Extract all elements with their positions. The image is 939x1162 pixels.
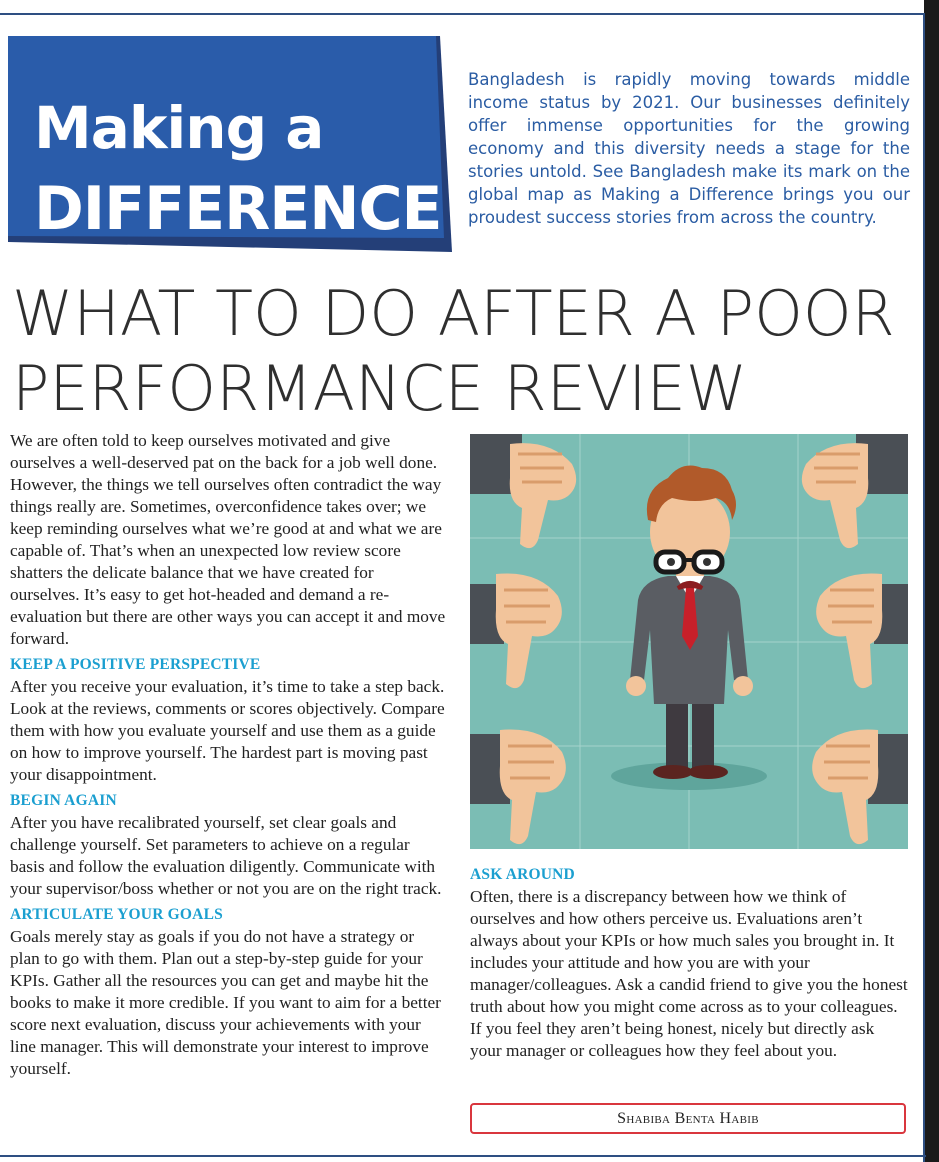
headline-line2: PERFORMANCE REVIEW: [12, 352, 748, 425]
subhead-begin-again: BEGIN AGAIN: [10, 792, 117, 809]
article-headline: [12, 276, 922, 426]
top-rule: [0, 13, 926, 15]
section-banner: [8, 36, 452, 252]
headline-line1: WHAT TO DO AFTER A POOR: [12, 277, 895, 350]
banner-title-line2: DIFFERENCE: [34, 174, 442, 244]
section-intro: Bangladesh is rapidly moving towards middle income status by 2021. Our businesses definitely offer immense opportunities for the growing economy and this diversity needs a stage for the stories untold. See Bangladesh make its mark on the global map as Making a Difference brings you our proudest success stories from across the country.: [468, 70, 910, 227]
subhead-ask-around: ASK AROUND: [470, 866, 575, 883]
body-articulate-goals: Goals merely stay as goals if you do not have a strategy or plan to go with them. Plan out a step-by-step guide for your KPIs. Gather all the resources you can get and maybe hit the books to make it more credible. If you want to aim for a better score next evaluation, discuss your achievements with your line manager. This will demonstrate your interest to improve yourself.: [10, 927, 441, 1078]
illustration-thumbs-down: [470, 434, 908, 849]
body-positive-perspective: After you receive your evaluation, it’s time to take a step back. Look at the reviews, comments or scores objectively. Compare them with how you evaluate yourself and use them as a guide on how to improve yourself. The hardest part is moving past your disappointment.: [10, 677, 445, 784]
right-rule: [923, 13, 925, 1162]
right-edge: [924, 0, 939, 1162]
article-column-left: [10, 430, 446, 1080]
banner-title-line1: Making a: [34, 94, 324, 162]
intro-paragraph: We are often told to keep ourselves motivated and give ourselves a well-deserved pat on the back for a job well done. However, the things we tell ourselves often contradict the way things really are. Sometimes, overconfidence takes over; we keep reminding ourselves what we’re good at and what we are capable of. That’s when an unexpected low review score shatters the delicate balance that we have created for ourselves. It’s easy to get hot-headed and demand a re-evaluation but there are other ways you can accept it and move forward.: [10, 431, 446, 648]
subhead-articulate-goals: ARTICULATE YOUR GOALS: [10, 906, 223, 923]
author-byline: Shabiba Benta Habib: [470, 1103, 906, 1134]
thumbs-down-illustration: [470, 434, 908, 849]
body-begin-again: After you have recalibrated yourself, set clear goals and challenge yourself. Set parameters to achieve on a regular basis and follow the evaluation diligently. Communicate with your supervisor/boss whether or not you are on the right track.: [10, 813, 442, 898]
article-column-right: [470, 864, 910, 1062]
subhead-positive-perspective: KEEP A POSITIVE PERSPECTIVE: [10, 656, 261, 673]
bottom-rule: [0, 1155, 926, 1157]
body-ask-around: Often, there is a discrepancy between how we think of ourselves and how others perceive us. Evaluations aren’t always about your KPIs or how much sales you brought in. It includes your attitude and how you are with your manager/colleagues. Ask a candid friend to give you the honest truth about how you might come across as to your colleagues. If you feel they aren’t being honest, nicely but directly ask your manager or colleagues how they feel about you.: [470, 887, 908, 1060]
